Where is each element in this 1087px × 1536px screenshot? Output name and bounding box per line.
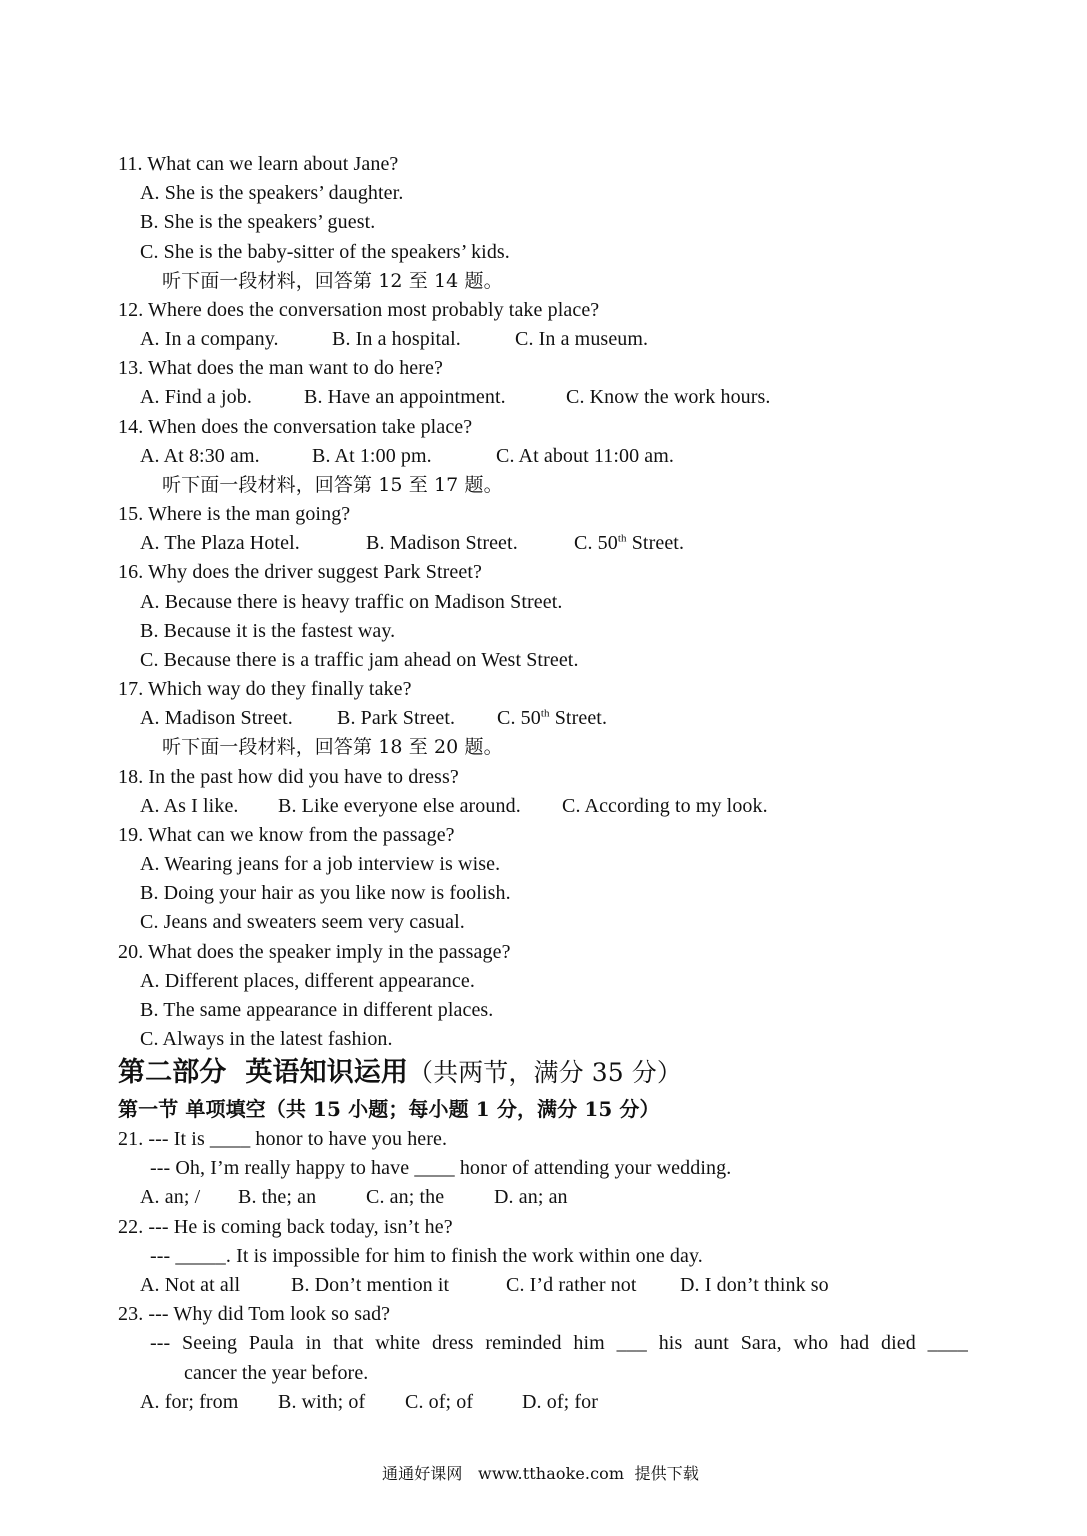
- question-23-word: Seeing: [182, 1332, 238, 1354]
- question-12-option-c: C. In a museum.: [515, 328, 649, 350]
- question-23-word: that: [333, 1332, 364, 1354]
- question-20-option-a: A. Different places, different appearance.: [140, 970, 475, 992]
- question-23-line-1: 23. --- Why did Tom look so sad?: [118, 1303, 391, 1325]
- section-one-heading: 第一节 单项填空（共 15 小题；每小题 1 分，满分 15 分）: [118, 1097, 660, 1121]
- question-22-option-a: A. Not at all: [140, 1274, 241, 1296]
- question-14-option-c: C. At about 11:00 am.: [496, 445, 675, 467]
- question-23-word: in: [305, 1332, 322, 1354]
- question-23-word: white: [375, 1332, 421, 1354]
- question-23-option-b: B. with; of: [278, 1391, 366, 1413]
- question-18-option-c: C. According to my look.: [562, 795, 768, 817]
- question-23-word: ---: [150, 1332, 171, 1354]
- question-20-option-b: B. The same appearance in different places.: [140, 999, 494, 1021]
- question-14-option-a: A. At 8:30 am.: [140, 445, 260, 467]
- question-23-line-2: [150, 1331, 968, 1355]
- question-22-option-d: D. I don’t think so: [680, 1274, 829, 1296]
- question-19-option-c: C. Jeans and sweaters seem very casual.: [140, 911, 465, 933]
- question-21-line-1: 21. --- It is ____ honor to have you here.: [118, 1128, 448, 1150]
- question-15-option-b: B. Madison Street.: [366, 532, 518, 554]
- question-11-stem: 11. What can we learn about Jane?: [118, 153, 399, 175]
- question-16-option-c: C. Because there is a traffic jam ahead on West Street.: [140, 649, 579, 671]
- question-21-option-c: C. an; the: [366, 1186, 445, 1208]
- question-23-option-a: A. for; from: [140, 1391, 239, 1413]
- question-23-word: ____: [927, 1332, 968, 1354]
- question-23-option-d: D. of; for: [522, 1391, 598, 1413]
- question-11-option-a: A. She is the speakers’ daughter.: [140, 182, 404, 204]
- question-23-word: Sara,: [740, 1332, 782, 1354]
- instruction-12-14: 听下面一段材料，回答第 12 至 14 题。: [162, 270, 503, 292]
- question-23-word: who: [793, 1332, 829, 1354]
- question-20-stem: 20. What does the speaker imply in the passage?: [118, 941, 511, 963]
- question-17-stem: 17. Which way do they finally take?: [118, 678, 412, 700]
- question-21-option-a: A. an; /: [140, 1186, 201, 1208]
- question-19-option-b: B. Doing your hair as you like now is foolish.: [140, 882, 511, 904]
- question-18-stem: 18. In the past how did you have to dress?: [118, 766, 459, 788]
- question-18-option-a: A. As I like.: [140, 795, 239, 817]
- question-23-line-3: cancer the year before.: [184, 1362, 369, 1384]
- question-23-word: reminded: [485, 1332, 562, 1354]
- question-21-line-2: --- Oh, I’m really happy to have ____ honor of attending your wedding.: [150, 1157, 732, 1179]
- question-22-line-1: 22. --- He is coming back today, isn’t he?: [118, 1216, 453, 1238]
- part-two-title: 第二部分 英语知识运用: [118, 1057, 408, 1088]
- question-12-option-a: A. In a company.: [140, 328, 279, 350]
- question-11-option-c: C. She is the baby-sitter of the speakers’ kids.: [140, 241, 510, 263]
- question-11-option-b: B. She is the speakers’ guest.: [140, 211, 376, 233]
- question-20-option-c: C. Always in the latest fashion.: [140, 1028, 393, 1050]
- question-13-option-a: A. Find a job.: [140, 386, 252, 408]
- question-23-word: had: [840, 1332, 870, 1354]
- question-23-word: Paula: [248, 1332, 294, 1354]
- question-22-option-b: B. Don’t mention it: [291, 1274, 450, 1296]
- question-23-word: him: [573, 1332, 605, 1354]
- question-12-option-b: B. In a hospital.: [332, 328, 461, 350]
- question-13-option-c: C. Know the work hours.: [566, 386, 771, 408]
- question-16-option-a: A. Because there is heavy traffic on Madison Street.: [140, 591, 563, 613]
- question-21-option-d: D. an; an: [494, 1186, 568, 1208]
- question-16-stem: 16. Why does the driver suggest Park Street?: [118, 561, 482, 583]
- question-19-stem: 19. What can we know from the passage?: [118, 824, 455, 846]
- instruction-15-17: 听下面一段材料，回答第 15 至 17 题。: [162, 474, 503, 496]
- question-16-option-b: B. Because it is the fastest way.: [140, 620, 396, 642]
- part-two-score-note: （共两节，满分 35 分）: [408, 1058, 683, 1087]
- question-17-option-c: C. 50th Street.: [497, 707, 608, 729]
- question-15-stem: 15. Where is the man going?: [118, 503, 351, 525]
- question-14-option-b: B. At 1:00 pm.: [312, 445, 432, 467]
- question-23-word: aunt: [694, 1332, 729, 1354]
- question-19-option-a: A. Wearing jeans for a job interview is wise.: [140, 853, 501, 875]
- question-15-option-a: A. The Plaza Hotel.: [140, 532, 300, 554]
- question-22-option-c: C. I’d rather not: [506, 1274, 637, 1296]
- question-23-option-c: C. of; of: [405, 1391, 474, 1413]
- page-footer: 通通好课网 www.tthaoke.com 提供下载: [382, 1464, 699, 1483]
- part-two-heading: [118, 1057, 682, 1089]
- question-22-line-2: --- _____. It is impossible for him to finish the work within one day.: [150, 1245, 703, 1267]
- question-23-word: dress: [431, 1332, 474, 1354]
- instruction-18-20: 听下面一段材料，回答第 18 至 20 题。: [162, 736, 503, 758]
- question-23-word: ___: [616, 1332, 647, 1354]
- question-23-word: his: [658, 1332, 683, 1354]
- question-21-option-b: B. the; an: [238, 1186, 317, 1208]
- question-15-option-c: C. 50th Street.: [574, 532, 685, 554]
- question-13-option-b: B. Have an appointment.: [304, 386, 506, 408]
- question-12-stem: 12. Where does the conversation most probably take place?: [118, 299, 600, 321]
- question-18-option-b: B. Like everyone else around.: [278, 795, 521, 817]
- question-23-line-2-words: [150, 1331, 968, 1355]
- question-14-stem: 14. When does the conversation take place?: [118, 416, 473, 438]
- question-17-option-b: B. Park Street.: [337, 707, 456, 729]
- question-23-word: died: [880, 1332, 916, 1354]
- question-13-stem: 13. What does the man want to do here?: [118, 357, 444, 379]
- question-17-option-a: A. Madison Street.: [140, 707, 293, 729]
